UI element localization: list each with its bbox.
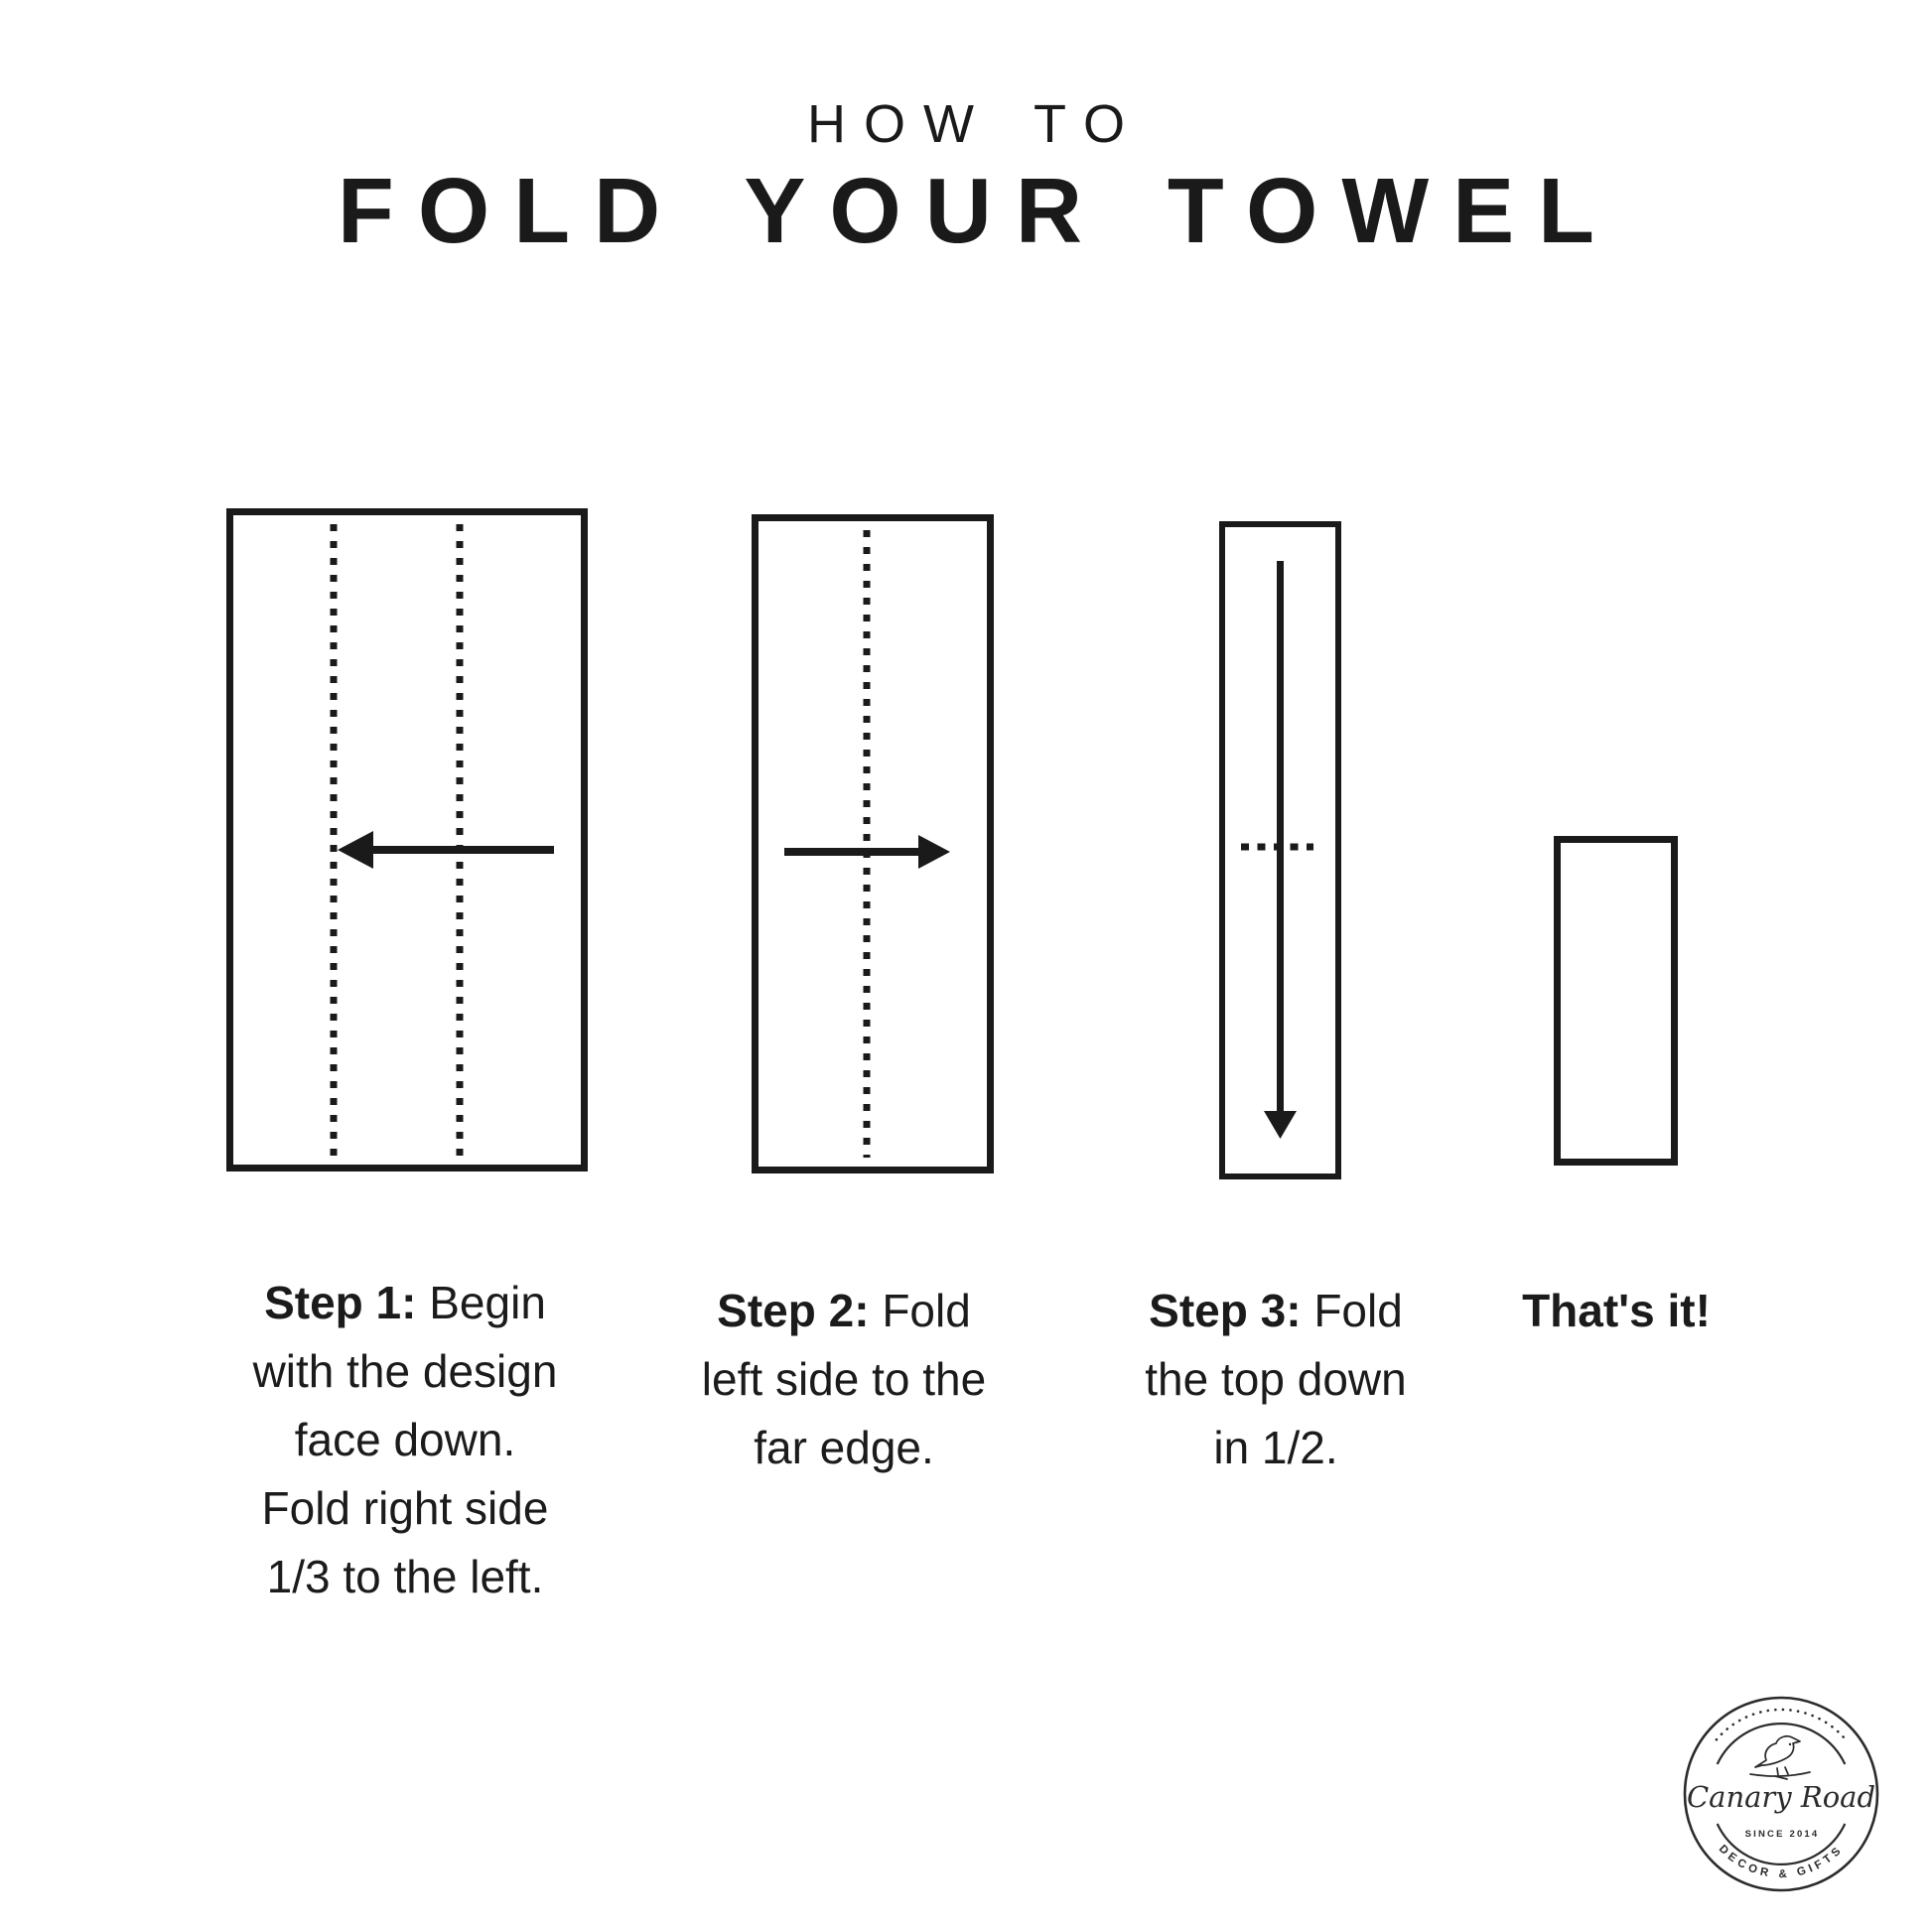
towel-outline (756, 518, 991, 1171)
result-diagram (1554, 836, 1678, 1166)
caption-line: Step 2: Fold (717, 1285, 971, 1336)
towel-outline (230, 512, 585, 1169)
step2-diagram (752, 514, 994, 1173)
result-caption (1378, 1277, 1855, 1345)
step1-diagram (226, 508, 588, 1172)
caption-line: Fold right side (261, 1482, 549, 1534)
page-title: FOLD YOUR TOWEL (338, 159, 1618, 262)
step-label: Step 2: (717, 1285, 870, 1336)
tagline-text: DECOR & GIFTS (1716, 1843, 1847, 1881)
step2-caption (606, 1277, 1082, 1482)
caption-line: left side to the (701, 1353, 987, 1405)
left-arrow (338, 831, 554, 869)
canary-road-logo (1681, 1694, 1881, 1894)
caption-line: the top down (1145, 1353, 1407, 1405)
step1-caption (167, 1269, 643, 1611)
caption-line: Step 3: Fold (1149, 1285, 1403, 1336)
caption-line: 1/3 to the left. (266, 1551, 544, 1602)
step-label: Step 3: (1149, 1285, 1302, 1336)
title-kicker: HOW TO (806, 94, 1143, 154)
bird-icon (1750, 1736, 1810, 1779)
folded-towel-outline (1558, 840, 1675, 1163)
caption-line: in 1/2. (1213, 1422, 1338, 1473)
caption-line: with the design (252, 1345, 558, 1397)
step-label: Step 1: (264, 1277, 417, 1328)
caption-line: face down. (294, 1414, 516, 1465)
caption-line: far edge. (754, 1422, 934, 1473)
step3-diagram (1219, 521, 1341, 1179)
thats-it-label: That's it! (1522, 1285, 1711, 1336)
logo-inner-top-arc (1718, 1724, 1846, 1764)
caption-line (1378, 1277, 1855, 1345)
caption-line: Step 1: Begin (264, 1277, 546, 1328)
since-text: SINCE 2014 (1744, 1829, 1820, 1840)
brand-name: Canary Road (1686, 1780, 1876, 1814)
